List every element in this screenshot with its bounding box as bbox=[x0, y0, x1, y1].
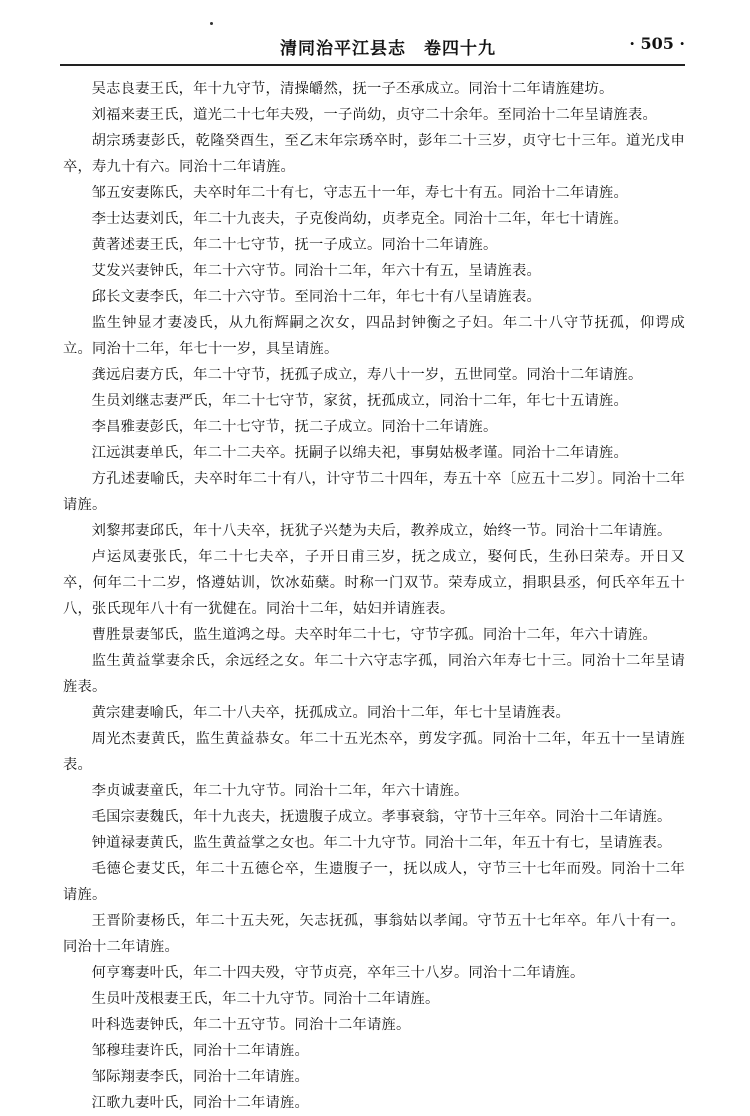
paragraph: 黄著述妻王氏，年二十七守节，抚一子成立。同治十二年请旌。 bbox=[91, 237, 498, 253]
scan-speck bbox=[210, 22, 213, 25]
page-header bbox=[60, 30, 685, 60]
paragraph: 毛德仑妻艾氏，年二十五德仑卒，生遗腹子一，抚以成人，守节三十七年而殁。同治十二年请旌。 bbox=[63, 861, 685, 903]
paragraph: 生员叶茂根妻王氏，年二十九守节。同治十二年请旌。 bbox=[91, 991, 440, 1007]
header-rule bbox=[60, 64, 685, 66]
paragraph: 曹胜景妻邹氏，监生道鸿之母。夫卒时年二十七，守节字孤。同治十二年，年六十请旌。 bbox=[91, 627, 657, 643]
paragraph: 方孔述妻喻氏，夫卒时年二十有八，计守节二十四年，寿五十卒〔应五十二岁〕。同治十二年请旌。 bbox=[63, 471, 685, 513]
paragraph: 叶科选妻钟氏，年二十五守节。同治十二年请旌。 bbox=[91, 1017, 411, 1033]
paragraph: 胡宗琇妻彭氏，乾隆癸酉生，至乙末年宗琇卒时，彭年二十三岁，贞守七十三年。道光戊申卒，寿九十有六。同治十二年请旌。 bbox=[63, 133, 685, 175]
paragraph: 李士达妻刘氏，年二十九丧夫，子克俊尚幼，贞孝克全。同治十二年，年七十请旌。 bbox=[91, 211, 628, 227]
paragraph: 龚远启妻方氏，年二十守节，抚孤子成立，寿八十一岁，五世同堂。同治十二年请旌。 bbox=[91, 367, 643, 383]
paragraph: 邱长文妻李氏，年二十六守节。至同治十二年，年七十有八呈请旌表。 bbox=[91, 289, 541, 305]
paragraph: 李昌雅妻彭氏，年二十七守节，抚二子成立。同治十二年请旌。 bbox=[91, 419, 498, 435]
paragraph: 监生钟显才妻凌氏，从九衔辉嗣之次女，四品封钟衡之子妇。年二十八守节抚孤，仰谔成立。同治十二年，年七十一岁，具呈请旌。 bbox=[63, 315, 685, 357]
paragraph: 卢运凤妻张氏，年二十七夫卒，子开日甫三岁，抚之成立，娶何氏，生孙曰荣寿。开日又卒，何年二十二岁，恪遵姑训，饮冰茹蘖。时称一门双节。荣寿成立，捐职县丞，何氏卒年五十八，张氏现年八十有一犹健在。同治十二年，姑妇并请旌表。 bbox=[63, 549, 685, 617]
paragraph: 毛国宗妻魏氏，年十九丧夫，抚遗腹子成立。孝事衰翁，守节十三年卒。同治十二年请旌。 bbox=[91, 809, 672, 825]
paragraph: 吴志良妻王氏，年十九守节，清操皭然，抚一子丕承成立。同治十二年请旌建坊。 bbox=[91, 81, 614, 97]
paragraph: 李贞诚妻童氏，年二十九守节。同治十二年，年六十请旌。 bbox=[91, 783, 469, 799]
paragraph: 艾发兴妻钟氏，年二十六守节。同治十二年，年六十有五，呈请旌表。 bbox=[91, 263, 541, 279]
header-title: 清同治平江县志 卷四十九 bbox=[280, 39, 496, 59]
paragraph: 邹五安妻陈氏，夫卒时年二十有七，守志五十一年，寿七十有五。同治十二年请旌。 bbox=[91, 185, 628, 201]
paragraph: 王晋阶妻杨氏，年二十五夫死，矢志抚孤，事翁姑以孝闻。守节五十七年卒。年八十有一。同治十二年请旌。 bbox=[63, 913, 685, 955]
body-text bbox=[63, 76, 685, 1116]
paragraph: 周光杰妻黄氏，监生黄益恭女。年二十五光杰卒，剪发字孤。同治十二年，年五十一呈请旌表。 bbox=[63, 731, 685, 773]
paragraph: 钟道禄妻黄氏，监生黄益掌之女也。年二十九守节。同治十二年，年五十有七，呈请旌表。 bbox=[91, 835, 672, 851]
paragraph: 刘福来妻王氏，道光二十七年夫殁，一子尚幼，贞守二十余年。至同治十二年呈请旌表。 bbox=[91, 107, 657, 123]
paragraph: 江歌九妻叶氏，同治十二年请旌。 bbox=[91, 1095, 310, 1111]
paragraph: 江远淇妻单氏，年二十二夫卒。抚嗣子以绵夫祀，事舅姑极孝谨。同治十二年请旌。 bbox=[91, 445, 628, 461]
paragraph: 生员刘继志妻严氏，年二十七守节，家贫，抚孤成立，同治十二年，年七十五请旌。 bbox=[91, 393, 628, 409]
paragraph: 邹穆珪妻许氏，同治十二年请旌。 bbox=[91, 1043, 310, 1059]
paragraph: 黄宗建妻喻氏，年二十八夫卒，抚孤成立。同治十二年，年七十呈请旌表。 bbox=[91, 705, 570, 721]
paragraph: 刘黎邦妻邱氏，年十八夫卒，抚犹子兴楚为夫后，教养成立，始终一节。同治十二年请旌。 bbox=[91, 523, 672, 539]
paragraph: 邹际翔妻李氏，同治十二年请旌。 bbox=[91, 1069, 310, 1085]
paragraph: 何亨骞妻叶氏，年二十四夫殁，守节贞亮，卒年三十八岁。同治十二年请旌。 bbox=[91, 965, 585, 981]
page-number: · 505 · bbox=[629, 34, 685, 53]
paragraph: 监生黄益掌妻余氏，余远经之女。年二十六守志字孤，同治六年寿七十三。同治十二年呈请旌表。 bbox=[63, 653, 685, 695]
